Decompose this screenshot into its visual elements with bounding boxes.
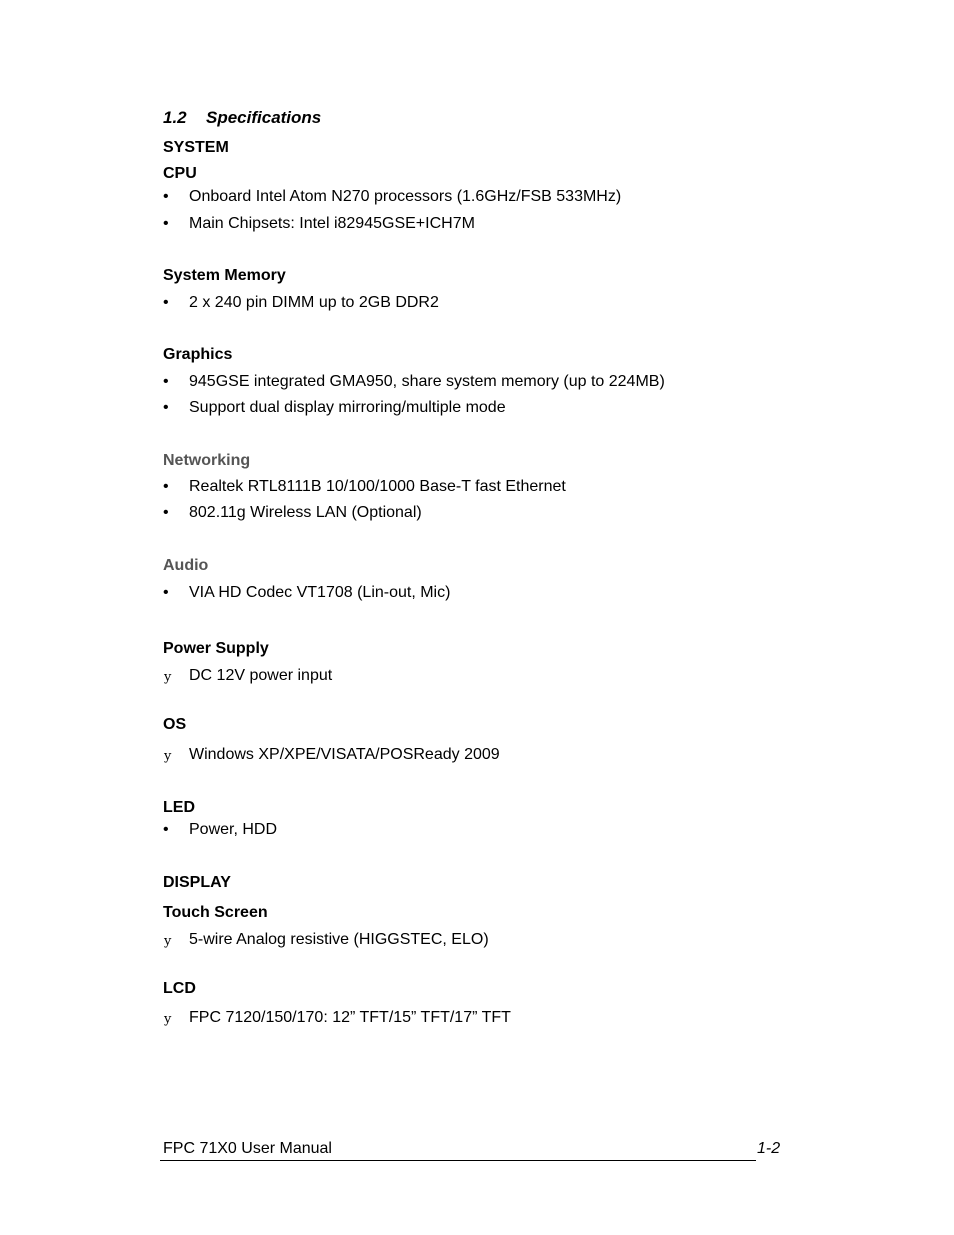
bullet-icon: • — [163, 373, 169, 390]
footer-divider — [160, 1160, 756, 1161]
bullet-icon: • — [163, 584, 169, 601]
list-item-text: DC 12V power input — [189, 667, 333, 684]
footer-page-number: 1-2 — [757, 1140, 781, 1157]
list-item-text: 802.11g Wireless LAN (Optional) — [189, 504, 422, 521]
heading-os: OS — [163, 716, 187, 733]
heading-display: DISPLAY — [163, 874, 231, 891]
heading-system-memory: System Memory — [163, 267, 286, 284]
list-item-text: FPC 7120/150/170: 12” TFT/15” TFT/17” TFT — [189, 1009, 511, 1026]
bullet-icon: • — [163, 399, 169, 416]
list-item-text: 5-wire Analog resistive (HIGGSTEC, ELO) — [189, 931, 489, 948]
list-item-text: 945GSE integrated GMA950, share system memory (up to 224MB) — [189, 373, 665, 390]
list-item-text: Onboard Intel Atom N270 processors (1.6GHz/FSB 533MHz) — [189, 188, 622, 205]
list-item-text: 2 x 240 pin DIMM up to 2GB DDR2 — [189, 294, 439, 311]
bullet-icon: • — [163, 821, 169, 838]
list-item-text: Realtek RTL8111B 10/100/1000 Base-T fast Ethernet — [189, 478, 566, 495]
bullet-icon: y — [164, 749, 172, 764]
bullet-icon: y — [164, 934, 172, 949]
heading-networking: Networking — [163, 452, 251, 469]
bullet-icon: • — [163, 294, 169, 311]
heading-audio: Audio — [163, 557, 209, 574]
heading-lcd: LCD — [163, 980, 196, 997]
list-item-text: Windows XP/XPE/VISATA/POSReady 2009 — [189, 746, 500, 763]
heading-power-supply: Power Supply — [163, 640, 269, 657]
list-item-text: VIA HD Codec VT1708 (Lin-out, Mic) — [189, 584, 451, 601]
bullet-icon: y — [164, 670, 172, 685]
bullet-icon: • — [163, 188, 169, 205]
section-name: Specifications — [206, 108, 322, 127]
heading-graphics: Graphics — [163, 346, 233, 363]
bullet-icon: y — [164, 1012, 172, 1027]
list-item-text: Main Chipsets: Intel i82945GSE+ICH7M — [189, 215, 475, 232]
section-title — [163, 108, 321, 128]
list-item-text: Power, HDD — [189, 821, 278, 838]
heading-led: LED — [163, 799, 195, 816]
section-number: 1.2 — [163, 108, 187, 127]
bullet-icon: • — [163, 215, 169, 232]
heading-touch-screen: Touch Screen — [163, 904, 268, 921]
bullet-icon: • — [163, 478, 169, 495]
bullet-icon: • — [163, 504, 169, 521]
heading-system: SYSTEM — [163, 139, 229, 156]
heading-cpu: CPU — [163, 165, 197, 182]
list-item-text: Support dual display mirroring/multiple mode — [189, 399, 506, 416]
footer-manual-title: FPC 71X0 User Manual — [163, 1140, 332, 1157]
